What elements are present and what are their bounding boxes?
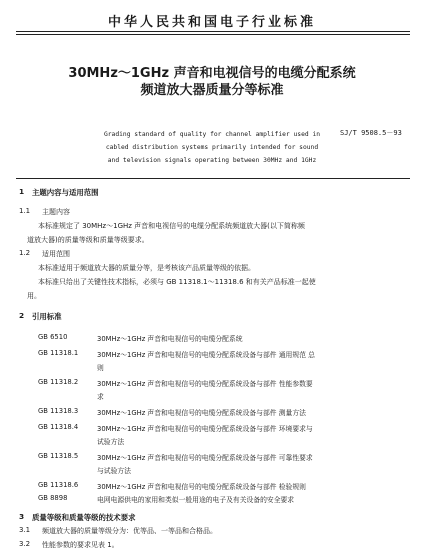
section-1-number: 1: [19, 187, 25, 196]
ref-desc: 30MHz～1GHz 声音和电视信号的电缆分配系统设备与部件 检验规则: [97, 483, 306, 491]
section-1-1-title: 主题内容: [42, 208, 70, 216]
header-rule-bottom: [16, 34, 410, 35]
section-1-title: 主题内容与适用范围: [32, 188, 99, 197]
title-en-line3: and television signals operating between 30MHz and 1GHz: [107, 157, 317, 164]
ref-code: GB 11318.6: [38, 481, 79, 489]
ref-desc: 30MHz～1GHz 声音和电视信号的电缆分配系统设备与部件 通用规范 总: [97, 351, 315, 359]
ref-code: GB 11318.4: [38, 423, 79, 431]
section-3-1-number: 3.1: [19, 526, 31, 534]
industry-standard-header: 中华人民共和国电子行业标准: [107, 15, 316, 30]
section-2-title: 引用标准: [32, 312, 62, 321]
title-en-line2: cabled distribution systems primarily intended for sound: [105, 144, 319, 151]
standard-number: SJ/T 9508.5－93: [340, 129, 402, 137]
section-1-1-number: 1.1: [19, 207, 31, 215]
ref-desc-cont: 则: [97, 364, 104, 372]
section-2-number: 2: [19, 311, 25, 320]
ref-desc: 30MHz～1GHz 声音和电视信号的电缆分配系统设备与部件 环境要求与: [97, 425, 313, 433]
ref-code: GB 8898: [38, 494, 68, 502]
ref-desc: 30MHz～1GHz 声音和电视信号的电缆分配系统: [97, 335, 243, 343]
ref-code: GB 11318.3: [38, 407, 79, 415]
section-1-2-body-line1: 本标准适用于频道放大器的质量分等，是考核该产品质量等级的依据。: [38, 264, 255, 272]
section-1-2-number: 1.2: [19, 249, 31, 257]
section-1-2-body-line3: 用。: [27, 292, 41, 300]
ref-desc: 电网电源供电的家用和类似一般用途的电子及有关设备的安全要求: [97, 496, 295, 504]
section-3-number: 3: [19, 512, 25, 521]
ref-code: GB 11318.1: [38, 349, 79, 357]
section-divider: [16, 178, 410, 179]
section-1-2-title: 适用范围: [42, 250, 70, 258]
section-3-title: 质量等级和质量等级的技术要求: [32, 513, 136, 522]
header-rule-top: [16, 31, 410, 32]
ref-desc-cont: 与试验方法: [97, 467, 131, 475]
ref-desc-cont: 试验方法: [97, 438, 125, 446]
ref-desc: 30MHz～1GHz 声音和电视信号的电缆分配系统设备与部件 性能参数要: [97, 380, 313, 388]
section-3-2-number: 3.2: [19, 540, 31, 548]
section-1-1-body-line1: 本标准规定了 30MHz～1GHz 声音和电视信号的电缆分配系统频道放大器(以下简称频: [38, 222, 305, 230]
section-1-2-body-line2: 本标准只给出了关键性技术指标，必须与 GB 11318.1～11318.6 和有关产品标准一起使: [38, 278, 316, 286]
title-cn-line2: 频道放大器质量分等标准: [140, 83, 284, 98]
section-3-1-body: 频道放大器的质量等级分为：优等品、一等品和合格品。: [42, 527, 217, 535]
ref-desc-cont: 求: [97, 393, 104, 401]
ref-code: GB 11318.5: [38, 452, 79, 460]
ref-desc: 30MHz～1GHz 声音和电视信号的电缆分配系统设备与部件 可靠性要求: [97, 454, 313, 462]
title-en-line1: Grading standard of quality for channel amplifier used in: [103, 131, 321, 138]
ref-desc: 30MHz～1GHz 声音和电视信号的电缆分配系统设备与部件 测量方法: [97, 409, 306, 417]
ref-code: GB 11318.2: [38, 378, 79, 386]
section-1-1-body-line2: 道放大器)的质量等级和质量等级要求。: [27, 236, 149, 244]
title-cn-line1: 30MHz～1GHz 声音和电视信号的电缆分配系统: [68, 66, 356, 81]
ref-code: GB 6510: [38, 333, 68, 341]
section-3-2-body: 性能参数的要求见表 1。: [42, 541, 119, 549]
